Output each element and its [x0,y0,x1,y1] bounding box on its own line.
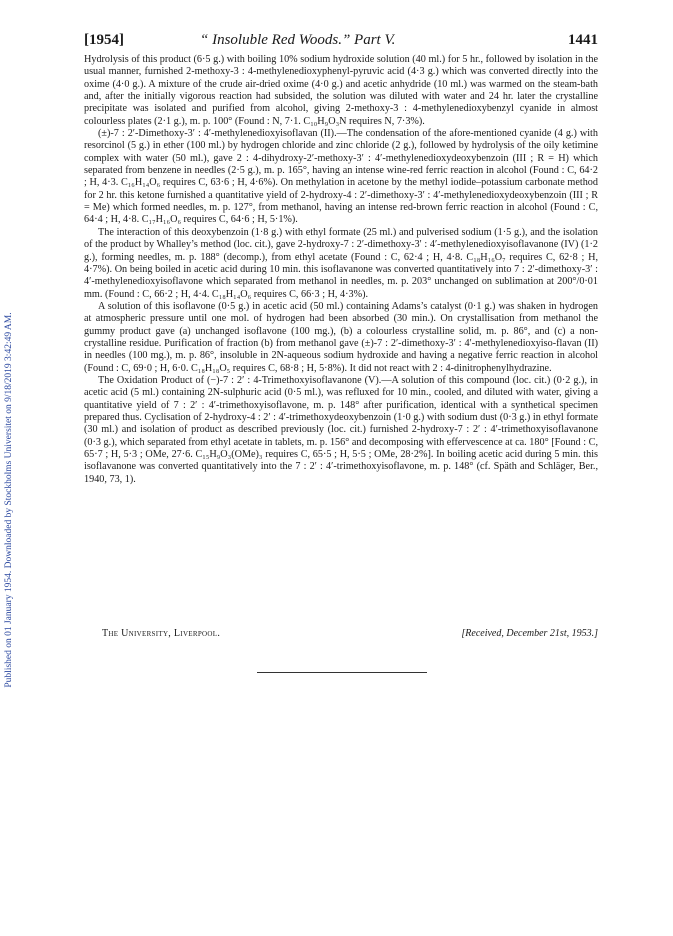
download-watermark-text[interactable]: Published on 01 January 1954. Downloaded by Stockholms Universitet on 9/18/2019 3:42:49 AM. [4,312,14,688]
page-header [84,32,598,54]
article-footer [84,628,598,642]
end-rule [257,672,427,673]
paragraph-dimethoxy-isoflavan: (±)-7 : 2′-Dimethoxy-3′ : 4′-methylenedioxyisoflavan (II).—The condensation of the afore-mentioned cyanide (4 g.) with resorcinol (5 g.) in ether (100 ml.) by hydrogen chloride and zinc chloride (2 g.), followed by hydrolysis of the oily ketimine complex with water (50 ml.), gave 2 : 4-dihydroxy-2′-methoxy-3′ : 4′-methylenedioxydeoxybenzoin (III ; R = H) which separated from benzene in needles (2·5 g.), m. p. 165°, having an intense wine-red ferric reaction in alcohol (Found : C, 64·2 ; H, 4·3. C₁₆H₁₄O₆ requires C, 63·6 ; H, 4·6%). On methylation in acetone by the methyl iodide–potassium carbonate method for 2 hr. this ketone furnished a quantitative yield of 2-hydroxy-4 : 2′-dimethoxy-3′ : 4′-methylenedioxydeoxybenzoin (III ; R = Me) which formed needles, m. p. 127°, from methanol, having an intense red-brown ferric reaction in alcohol (Found : C, 64·4 ; H, 4·8. C₁₇H₁₆O₆ requires C, 64·6 ; H, 5·1%). [84,128,598,226]
received-date: [Received, December 21st, 1953.] [461,628,598,639]
paragraph-hydrolysis: Hydrolysis of this product (6·5 g.) with boiling 10% sodium hydroxide solution (40 ml.) for 5 hr., followed by isolation in the usual manner, furnished 2-methoxy-3 : 4-methylenedioxyphenyl-pyruvic acid (4·3 g.) which was converted directly into the oxime (4·0 g.). A mixture of the crude air-dried oxime (4·0 g.) and acetic anhydride (10 ml.) was warmed on the steam-bath and, after the initially vigorous reaction had subsided, the solution was diluted with water and 24 hr. later the crystalline precipitate was isolated and purified from alcohol, giving 2-methoxy-3 : 4-methylenedioxybenzyl cyanide in almost colourless plates (2·1 g.), m. p. 100° (Found : N, 7·1. C₁₀H₉O₃N requires N, 7·3%). [84,54,598,127]
header-year: [1954] [84,32,124,48]
paragraph-hydrogenation: A solution of this isoflavone (0·5 g.) in acetic acid (50 ml.) containing Adams’s catalyst (0·1 g.) was shaken in hydrogen at atmospheric pressure until one mol. of hydrogen had been absorbed (30 min.). On crystallisation from methanol the gummy product gave (a) unchanged isoflavone (100 mg.), (b) a colourless crystalline solid, m. p. 86°, and (c) a non-crystalline residue. Purification of fraction (b) from methanol gave (±)-7 : 2′-dimethoxy-3′ : 4′-methylenedioxyiso-flavan (II) in needles (100 mg.), m. p. 86°, insoluble in 2N-aqueous sodium hydroxide and having a negative ferric reaction in alcohol (Found : C, 69·0 ; H, 6·0. C₁₈H₁₈O₅ requires C, 68·8 ; H, 5·8%). It did not react with 2 : 4-dinitrophenylhydrazine. [84,300,598,374]
paragraph-oxidation-product: The Oxidation Product of (−)-7 : 2′ : 4-Trimethoxyisoflavanone (V).—A solution of this compound (loc. cit.) (0·2 g.), in acetic acid (5 ml.) containing 2N-sulphuric acid (0·5 ml.), was refluxed for 10 min., cooled, and diluted with water, giving a quantitative yield of 7 : 2′ : 4′-trimethoxyisoflavone, m. p. 148° after purification, identical with a synthetical specimen prepared thus. Cyclisation of 2-hydroxy-4 : 2′ : 4′-trimethoxydeoxybenzoin (1·0 g.) with sodium dust (0·3 g.) in ethyl formate (30 ml.) and isolation of product as described previously (loc. cit.) furnished 2-hydroxy-7 : 2′ : 4′-trimethoxyisoflavanone (0·3 g.), which separated from ethyl acetate in tablets, m. p. 156° and decomposing with effervescence at ca. 180° [Found : C, 65·7 ; H, 5·3 ; OMe, 27·6. C₁₅H₉O₃(OMe)₃ requires C, 65·5 ; H, 5·5 ; OMe, 28·2%]. In boiling acetic acid during 5 min. this isoflavanone was converted quantitatively into the 7 : 2′ : 4′-trimethoxyisoflavone, m. p. 148° (cf. Späth and Schläger, Ber., 1940, 73, 1). [84,374,598,485]
institution-address: The University, Liverpool. [102,628,221,639]
page-number: 1441 [568,32,598,48]
running-title: “ Insoluble Red Woods.” Part V. [200,32,396,48]
download-watermark [2,110,16,890]
paragraph-deoxybenzoin-interaction: The interaction of this deoxybenzoin (1·8 g.) with ethyl formate (25 ml.) and pulverised sodium (1·5 g.), and the isolation of the product by Whalley’s method (loc. cit.), gave 2-hydroxy-7 : 2′-dimethoxy-3′ : 4′-methylenedioxyisoflavanone (IV) (1·2 g.), forming needles, m. p. 188° (decomp.), from ethyl acetate (Found : C, 62·4 ; H, 4·8. C₁₈H₁₆O₇ requires C, 62·8 ; H, 4·7%). On being boiled in acetic acid during 10 min. this isoflavanone was converted quantitatively into 7 : 2′-dimethoxy-3′ : 4′-methylenedioxyisoflavone which separated from methanol in needles, m. p. 203° unchanged on sublimation at 200°/0·01 mm. (Found : C, 66·2 ; H, 4·4. C₁₈H₁₄O₆ requires C, 66·3 ; H, 4·3%). [84,226,598,300]
article-body [84,54,598,486]
